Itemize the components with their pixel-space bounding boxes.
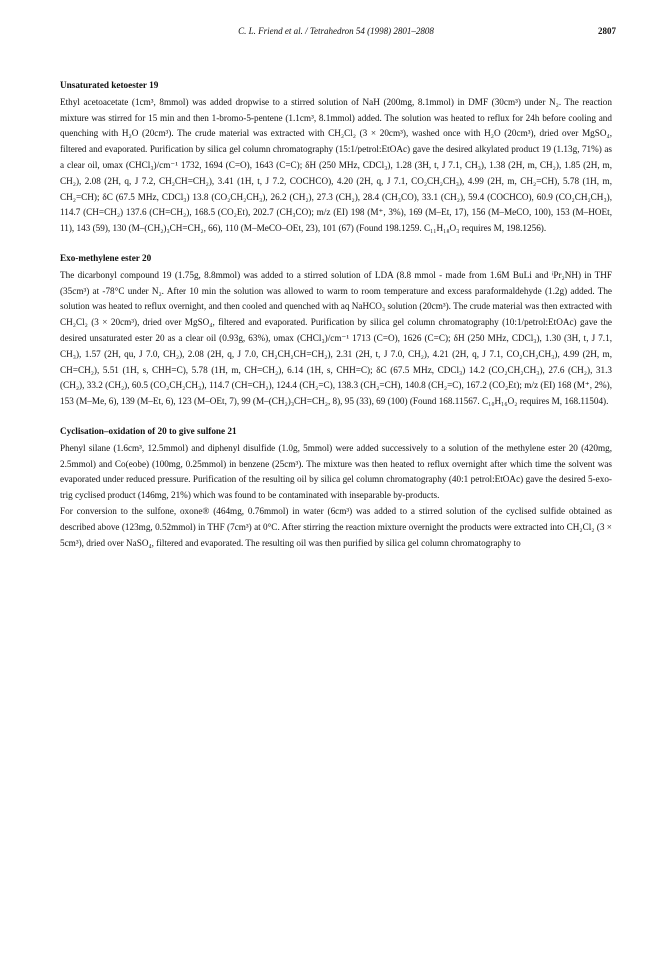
page-number: 2807 (598, 26, 616, 36)
paragraph: Ethyl acetoacetate (1cm³, 8mmol) was added dropwise to a stirred solution of NaH (200mg, 8.1mmol) in DMF (30cm³) under N₂. The reaction mixture was stirred for 15 min and then 1-bromo-5-pentene (1.1cm³, 8.1mmol) added. The solution was heated to reflux for 24h before cooling and quenching with H₂O (20cm³). The crude material was extracted with CH₂Cl₂ (3 × 20cm³), washed once with H₂O (20cm³), dried over MgSO₄, filtered and evaporated. Purification by silica gel column chromatography (15:1/petrol:EtOAc) gave the desired alkylated product 19 (1.13g, 71%) as a clear oil, υmax (CHCl₃)/cm⁻¹ 1732, 1694 (C=O), 1643 (C=C); δH (250 MHz, CDCl₃), 1.28 (3H, t, J 7.1, CH₃), 1.38 (2H, m, CH₂), 1.85 (2H, m, CH₂), 2.08 (2H, q, J 7.2, CH₂CH=CH₂), 3.41 (1H, t, J 7.2, COCHCO), 4.20 (2H, q, J 7.1, CO₂CH₂CH₃), 4.99 (2H, m, CH₂=CH), 5.78 (1H, m, CH₂=CH); δC (67.5 MHz, CDCl₃) 13.8 (CO₂CH₂CH₃), 26.2 (CH₂), 27.3 (CH₂), 28.4 (CH₃CO), 33.1 (CH₂), 59.4 (COCHCO), 60.9 (CO₂CH₂CH₃), 114.7 (CH=CH₂) 137.6 (CH=CH₂), 168.5 (CO₂Et), 202.7 (CH₃CO); m/z (EI) 198 (M⁺, 3%), 169 (M–Et, 17), 156 (M–MeCO, 100), 153 (M–HOEt, 11), 143 (59), 130 (M–(CH₂)₃CH=CH₂, 66), 110 (M–MeCO–OEt, 23), 101 (67) (Found 198.1259. C₁₁H₁₈O₃ requires M, 198.1256). (60, 96, 612, 234)
section-unsaturated-ketoester (60, 78, 612, 237)
section-heading: Cyclisation–oxidation of 20 to give sulfone 21 (60, 425, 237, 436)
paragraph: Phenyl silane (1.6cm³, 12.5mmol) and diphenyl disulfide (1.0g, 5mmol) were added successively to a solution of the methylene ester 20 (420mg, 2.5mmol) and Co(eobe) (100mg, 0.25mmol) in benzene (25cm³). The mixture was then heated to reflux overnight after which time the solvent was evaporated under reduced pressure. Purification of the resulting oil by silica gel column chromatography (40:1 petrol:EtOAc) gave the desired 5-exo-trig cyclised product (146mg, 21%) which was found to be contaminated with inseparable by-products. (60, 442, 612, 501)
section-exo-methylene-ester (60, 251, 612, 410)
section-heading: Exo-methylene ester 20 (60, 252, 152, 263)
paragraph: The dicarbonyl compound 19 (1.75g, 8.8mmol) was added to a stirred solution of LDA (8.8 mmol - made from 1.6M BuLi and ⁱPr₂NH) in THF (35cm³) at -78°C under N₂. After 10 min the solution was allowed to warm to room temperature and excess paraformaldehyde (1.2g) added. The solution was heated to reflux overnight, and then cooled and quenched with aq NaHCO₃ solution (20cm³). The crude material was then extracted with CH₂Cl₂ (3 × 20cm³), dried over MgSO₄, filtered and evaporated. Purification by silica gel column chromatography (10:1/petrol:EtOAc) gave the desired unsaturated ester 20 as a clear oil (0.93g, 63%), υmax (CHCl₃)/cm⁻¹ 1713 (C=O), 1626 (C=C); δH (250 MHz, CDCl₃), 1.30 (3H, t, J 7.1, CH₃), 1.57 (2H, qu, J 7.0, CH₂), 2.08 (2H, q, J 7.0, CH₂CH₂CH=CH₂), 2.31 (2H, t, J 7.0, CH₂), 4.21 (2H, q, J 7.1, CO₂CH₂CH₃), 4.99 (2H, m, CH=CH₂), 5.51 (1H, s, CHH=C), 5.78 (1H, m, CH=CH₂), 6.14 (1H, s, CHH=C); δC (67.5 MHz, CDCl₃) 14.2 (CO₂CH₂CH₃), 27.6 (CH₂), 31.3 (CH₂), 33.2 (CH₂), 60.5 (CO₂CH₂CH₃), 114.7 (CH=CH₂), 124.4 (CH₂=C), 138.3 (CH₂=CH), 140.8 (CH₂=C), 167.2 (CO₂Et); m/z (EI) 168 (M⁺, 2%), 153 (M–Me, 6), 139 (M–Et, 6), 123 (M–OEt, 7), 99 (M–(CH₂)₃CH=CH₂, 8), 95 (33), 69 (100) (Found 168.11567. C₁₀H₁₆O₂ requires M, 168.11504). (60, 269, 612, 407)
running-title: C. L. Friend et al. / Tetrahedron 54 (1998) 2801–2808 (238, 26, 434, 36)
section-cyclisation-oxidation (60, 424, 612, 551)
article-body (60, 78, 612, 551)
section-heading: Unsaturated ketoester 19 (60, 80, 159, 90)
paragraph: For conversion to the sulfone, oxone® (464mg, 0.76mmol) in water (6cm³) was added to a stirred solution of the cyclised sulfide obtained as described above (123mg, 0.52mmol) in THF (7cm³) at 0°C. After stirring the reaction mixture overnight the products were extracted into CH₂Cl₂ (3 × 5cm³), dried over NaSO₄, filtered and evaporated. The resulting oil was then purified by silica gel column chromatography to (60, 505, 612, 548)
